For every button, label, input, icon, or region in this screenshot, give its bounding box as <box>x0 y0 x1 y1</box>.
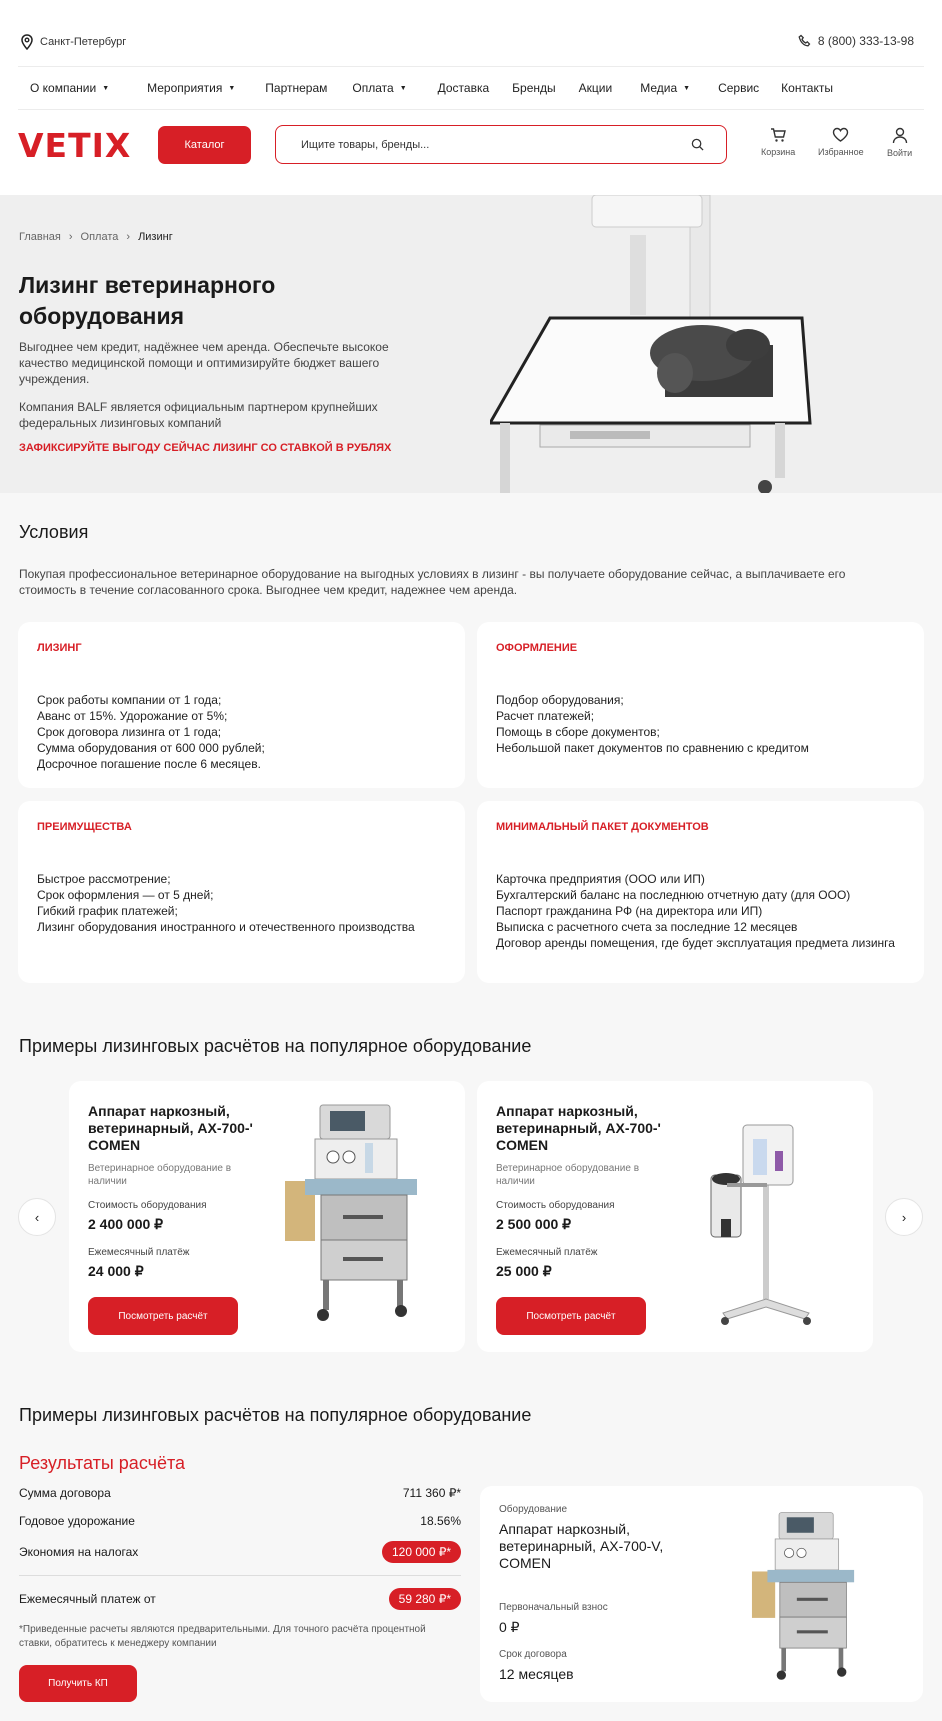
city-selector[interactable] <box>20 34 126 50</box>
login-button[interactable] <box>887 127 912 158</box>
product-name[interactable]: Аппарат наркозный, ветеринарный, AX-700-' COMEN <box>88 1103 253 1153</box>
product-card <box>69 1081 465 1352</box>
list-item: Бухгалтерский баланс на последнюю отчетную дату (для ООО) <box>496 888 851 902</box>
monthly-value: 25 000 ₽ <box>496 1263 552 1279</box>
breadcrumb-payment[interactable]: Оплата <box>80 231 119 243</box>
list-item: Карточка предприятия (ООО или ИП) <box>496 872 705 886</box>
disclaimer-note: *Приведенные расчеты являются предварительными. Для точного расчёта процентной ставки, обратитесь к менеджеру компании <box>19 1624 426 1649</box>
main-nav <box>18 74 856 102</box>
user-icon <box>892 127 908 144</box>
price-value: 2 400 000 ₽ <box>88 1216 164 1232</box>
result-value: 711 360 ₽* <box>402 1486 461 1500</box>
nav-label: Акции <box>578 81 613 95</box>
caret-down-icon: ▼ <box>683 84 691 92</box>
results-section-title: Примеры лизинговых расчётов на популярное оборудование <box>19 1405 532 1425</box>
result-value-badge: 59 280 ₽* <box>389 1588 461 1610</box>
cart-label: Корзина <box>761 147 796 157</box>
list-item: Срок оформления — от 5 дней; <box>37 888 214 902</box>
list-item: Гибкий график платежей; <box>37 904 178 918</box>
caret-down-icon: ▼ <box>399 84 407 92</box>
card-body <box>37 692 447 772</box>
result-row <box>19 1486 461 1500</box>
card-body <box>496 871 906 951</box>
nav-label: Партнерам <box>265 81 328 95</box>
price-label: Стоимость оборудования <box>88 1200 207 1211</box>
search-placeholder: Ищите товары, бренды... <box>301 138 430 151</box>
result-value: 18.56% <box>420 1514 461 1528</box>
nav-item-about[interactable] <box>30 81 109 95</box>
result-row <box>19 1541 461 1563</box>
down-payment-label: Первоначальный взнос <box>499 1602 608 1613</box>
list-item: Быстрое рассмотрение; <box>37 872 171 886</box>
monthly-label: Ежемесячный платёж <box>496 1247 598 1258</box>
favorites-button[interactable] <box>818 127 864 157</box>
conditions-intro: Покупая профессиональное ветеринарное оборудование на выгодных условиях в лизинг - вы получаете оборудование сейчас, а выплачиваете его стоимость в течение согласованного срока. Выгоднее чем кредит, надежнее чем аренда. <box>19 567 846 597</box>
list-item: Аванс от 15%. Удорожание от 5%; <box>37 709 228 723</box>
card-title: ЛИЗИНГ <box>37 642 82 654</box>
breadcrumb <box>19 231 173 243</box>
phone-link[interactable] <box>798 34 914 48</box>
divider <box>18 66 924 67</box>
phone-number: 8 (800) 333-13-98 <box>817 34 914 48</box>
page-title: Лизинг ветеринарного оборудования <box>19 272 276 329</box>
search-input[interactable] <box>275 125 727 164</box>
view-calculation-button[interactable]: Посмотреть расчёт <box>88 1297 238 1335</box>
nav-label: О компании <box>30 81 97 95</box>
breadcrumb-current: Лизинг <box>138 231 173 243</box>
carousel-prev-button[interactable] <box>18 1198 56 1236</box>
cart-icon <box>770 127 787 143</box>
product-stock: Ветеринарное оборудование в наличии <box>88 1163 232 1187</box>
product-name[interactable]: Аппарат наркозный, ветеринарный, AX-700-' COMEN <box>496 1103 661 1153</box>
result-equipment-card <box>480 1486 923 1702</box>
phone-icon <box>798 34 812 48</box>
term-label: Срок договора <box>499 1649 567 1660</box>
result-label: Сумма договора <box>19 1486 111 1500</box>
nav-item-media[interactable] <box>640 81 690 95</box>
nav-item-events[interactable] <box>147 81 235 95</box>
card-title: ПРЕИМУЩЕСТВА <box>37 821 132 833</box>
product-stock: Ветеринарное оборудование в наличии <box>496 1163 640 1187</box>
term-value: 12 месяцев <box>499 1666 574 1682</box>
hero-text: Выгоднее чем кредит, надёжнее чем аренда. Обеспечьте высокое качество медицинской помощи и оптимизируйте бюджет вашего учреждения. <box>19 340 389 386</box>
logo[interactable]: VETIX <box>18 126 132 165</box>
card-title: ОФОРМЛЕНИЕ <box>496 642 578 654</box>
nav-item-partners[interactable] <box>265 81 327 95</box>
monthly-label: Ежемесячный платёж <box>88 1247 190 1258</box>
product-card <box>477 1081 873 1352</box>
card-body <box>496 692 906 756</box>
result-row <box>19 1588 461 1610</box>
conditions-title: Условия <box>19 522 89 542</box>
carousel-next-button[interactable] <box>885 1198 923 1236</box>
nav-item-promo[interactable] <box>579 81 613 95</box>
hero-banner <box>0 195 942 493</box>
nav-label: Сервис <box>718 81 760 95</box>
search-icon[interactable] <box>691 138 704 151</box>
list-item: Паспорт гражданина РФ (на директора или ИП) <box>496 904 763 918</box>
list-item: Досрочное погашение после 6 месяцев. <box>37 757 261 771</box>
site-header <box>0 0 942 195</box>
nav-item-payment[interactable] <box>352 81 406 95</box>
login-label: Войти <box>887 148 913 158</box>
heart-icon <box>832 127 849 143</box>
result-value-badge: 120 000 ₽* <box>382 1541 461 1563</box>
result-label: Годовое удорожание <box>19 1514 135 1528</box>
city-label: Санкт-Петербург <box>40 36 127 48</box>
nav-label: Доставка <box>437 81 490 95</box>
divider <box>18 109 924 110</box>
list-item: Лизинг оборудования иностранного и отечественного производства <box>37 920 415 934</box>
hero-text-partner: Компания BALF является официальным партнером крупнейших федеральных лизинговых компаний <box>19 400 378 430</box>
breadcrumb-home[interactable]: Главная <box>19 231 61 243</box>
condition-card-advantages <box>18 801 465 983</box>
nav-label: Медиа <box>640 81 678 95</box>
list-item: Расчет платежей; <box>496 709 595 723</box>
list-item: Подбор оборудования; <box>496 693 624 707</box>
chevron-right-icon: › <box>68 231 73 243</box>
chevron-left-icon: ‹ <box>34 1209 40 1225</box>
chevron-right-icon: › <box>901 1209 907 1225</box>
anesthesia-machine-image <box>750 1508 870 1686</box>
condition-card-registration <box>477 622 924 788</box>
caret-down-icon: ▼ <box>228 84 236 92</box>
down-payment-value: 0 ₽ <box>499 1619 520 1635</box>
list-item: Срок работы компании от 1 года; <box>37 693 222 707</box>
cart-button[interactable] <box>761 127 795 157</box>
price-label: Стоимость оборудования <box>496 1200 615 1211</box>
card-title: МИНИМАЛЬНЫЙ ПАКЕТ ДОКУМЕНТОВ <box>496 821 709 833</box>
result-label: Экономия на налогах <box>19 1545 139 1559</box>
get-offer-button[interactable]: Получить КП <box>19 1665 137 1702</box>
suction-unit-image <box>693 1099 843 1329</box>
monthly-value: 24 000 ₽ <box>88 1263 144 1279</box>
nav-label: Мероприятия <box>147 81 223 95</box>
list-item: Помощь в сборе документов; <box>496 725 660 739</box>
catalog-button[interactable]: Каталог <box>158 126 251 164</box>
vet-table-image <box>490 195 942 493</box>
view-calculation-button[interactable]: Посмотреть расчёт <box>496 1297 646 1335</box>
list-item: Выписка с расчетного счета за последние 12 месяцев <box>496 920 798 934</box>
list-item: Срок договора лизинга от 1 года; <box>37 725 222 739</box>
nav-label: Бренды <box>512 81 556 95</box>
anesthesia-machine-image <box>285 1099 435 1329</box>
nav-item-delivery[interactable] <box>438 81 490 95</box>
equipment-name: Аппарат наркозный, ветеринарный, AX-700-V, COMEN <box>499 1521 664 1571</box>
card-body <box>37 871 447 935</box>
results-title: Результаты расчёта <box>19 1453 186 1473</box>
equipment-label: Оборудование <box>499 1504 568 1515</box>
examples-title: Примеры лизинговых расчётов на популярное оборудование <box>19 1036 532 1056</box>
favorites-label: Избранное <box>818 147 864 157</box>
nav-item-brands[interactable] <box>512 81 555 95</box>
condition-card-documents <box>477 801 924 983</box>
result-row <box>19 1514 461 1528</box>
list-item: Небольшой пакет документов по сравнению с кредитом <box>496 741 809 755</box>
divider <box>19 1575 461 1576</box>
chevron-right-icon: › <box>126 231 131 243</box>
hero-cta-link[interactable]: ЗАФИКСИРУЙТЕ ВЫГОДУ СЕЙЧАС ЛИЗИНГ СО СТАВКОЙ В РУБЛЯХ <box>19 442 392 454</box>
caret-down-icon: ▼ <box>102 84 110 92</box>
list-item: Договор аренды помещения, где будет эксплуатация предмета лизинга <box>496 936 895 950</box>
nav-label: Оплата <box>352 81 394 95</box>
price-value: 2 500 000 ₽ <box>496 1216 572 1232</box>
list-item: Сумма оборудования от 600 000 рублей; <box>37 741 265 755</box>
condition-card-leasing <box>18 622 465 788</box>
nav-item-service[interactable] <box>718 81 759 95</box>
nav-label: Контакты <box>781 81 833 95</box>
location-pin-icon <box>20 34 34 50</box>
result-label: Ежемесячный платеж от <box>19 1592 156 1606</box>
nav-item-contacts[interactable] <box>781 81 833 95</box>
